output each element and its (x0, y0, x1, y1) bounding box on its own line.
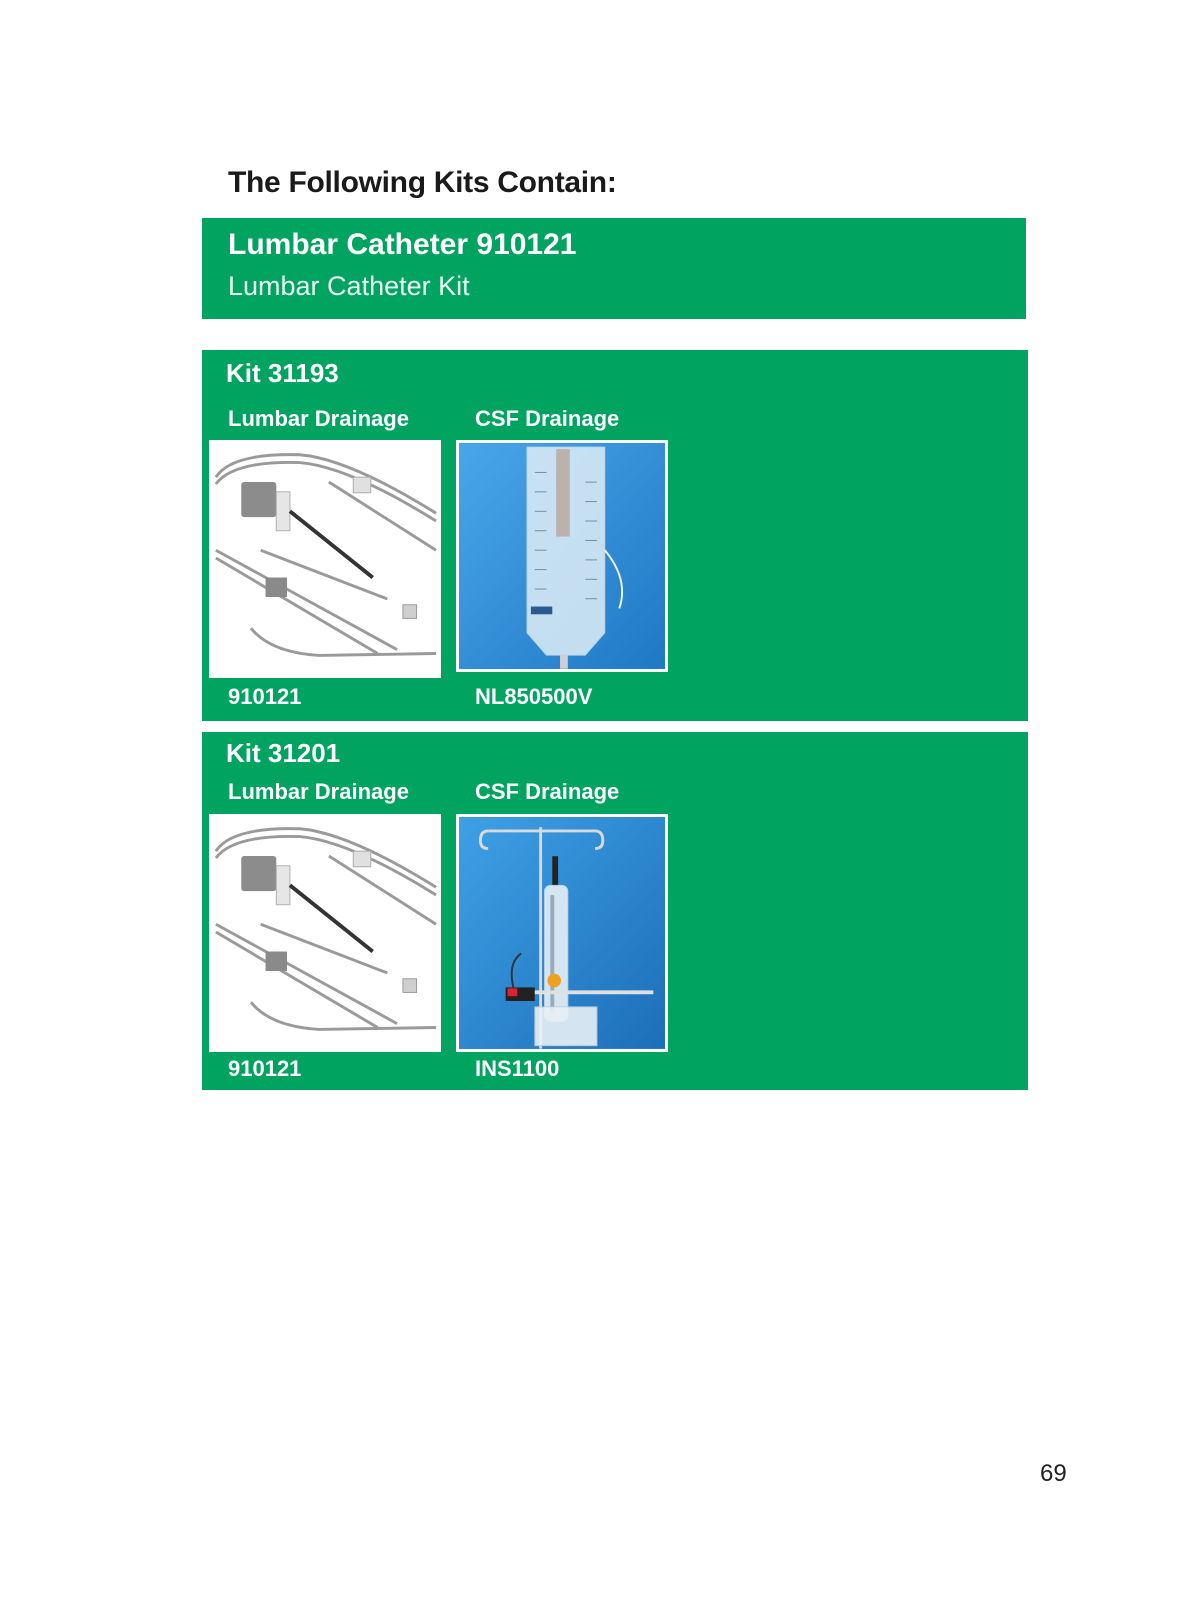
lumbar-catheter-image (209, 440, 441, 678)
column-label-csf-drainage: CSF Drainage (475, 406, 620, 431)
drainage-system-pole-image (456, 814, 668, 1052)
kit-title: Kit 31193 (226, 358, 339, 388)
drainage-bag-image (456, 440, 668, 672)
drainage-bag-illustration (459, 443, 665, 669)
part-number: 910121 (228, 1056, 302, 1081)
product-subtitle: Lumbar Catheter Kit (228, 271, 470, 301)
kit-panel-31193 (202, 350, 1028, 721)
kit-title: Kit 31201 (226, 738, 341, 768)
catheter-illustration (212, 817, 438, 1049)
part-number: NL850500V (475, 684, 593, 709)
page-number: 69 (1040, 1460, 1067, 1487)
lumbar-catheter-image (209, 814, 441, 1052)
catheter-illustration (212, 443, 438, 675)
page-heading: The Following Kits Contain: (228, 166, 617, 199)
column-label-lumbar-drainage: Lumbar Drainage (228, 779, 409, 804)
part-number: 910121 (228, 684, 302, 709)
product-title: Lumbar Catheter 910121 (228, 228, 577, 261)
drainage-pole-illustration (459, 817, 665, 1049)
column-label-csf-drainage: CSF Drainage (475, 779, 620, 804)
part-number: INS1100 (475, 1056, 560, 1081)
product-header (202, 218, 1026, 319)
column-label-lumbar-drainage: Lumbar Drainage (228, 406, 409, 431)
kit-panel-31201 (202, 732, 1028, 1090)
